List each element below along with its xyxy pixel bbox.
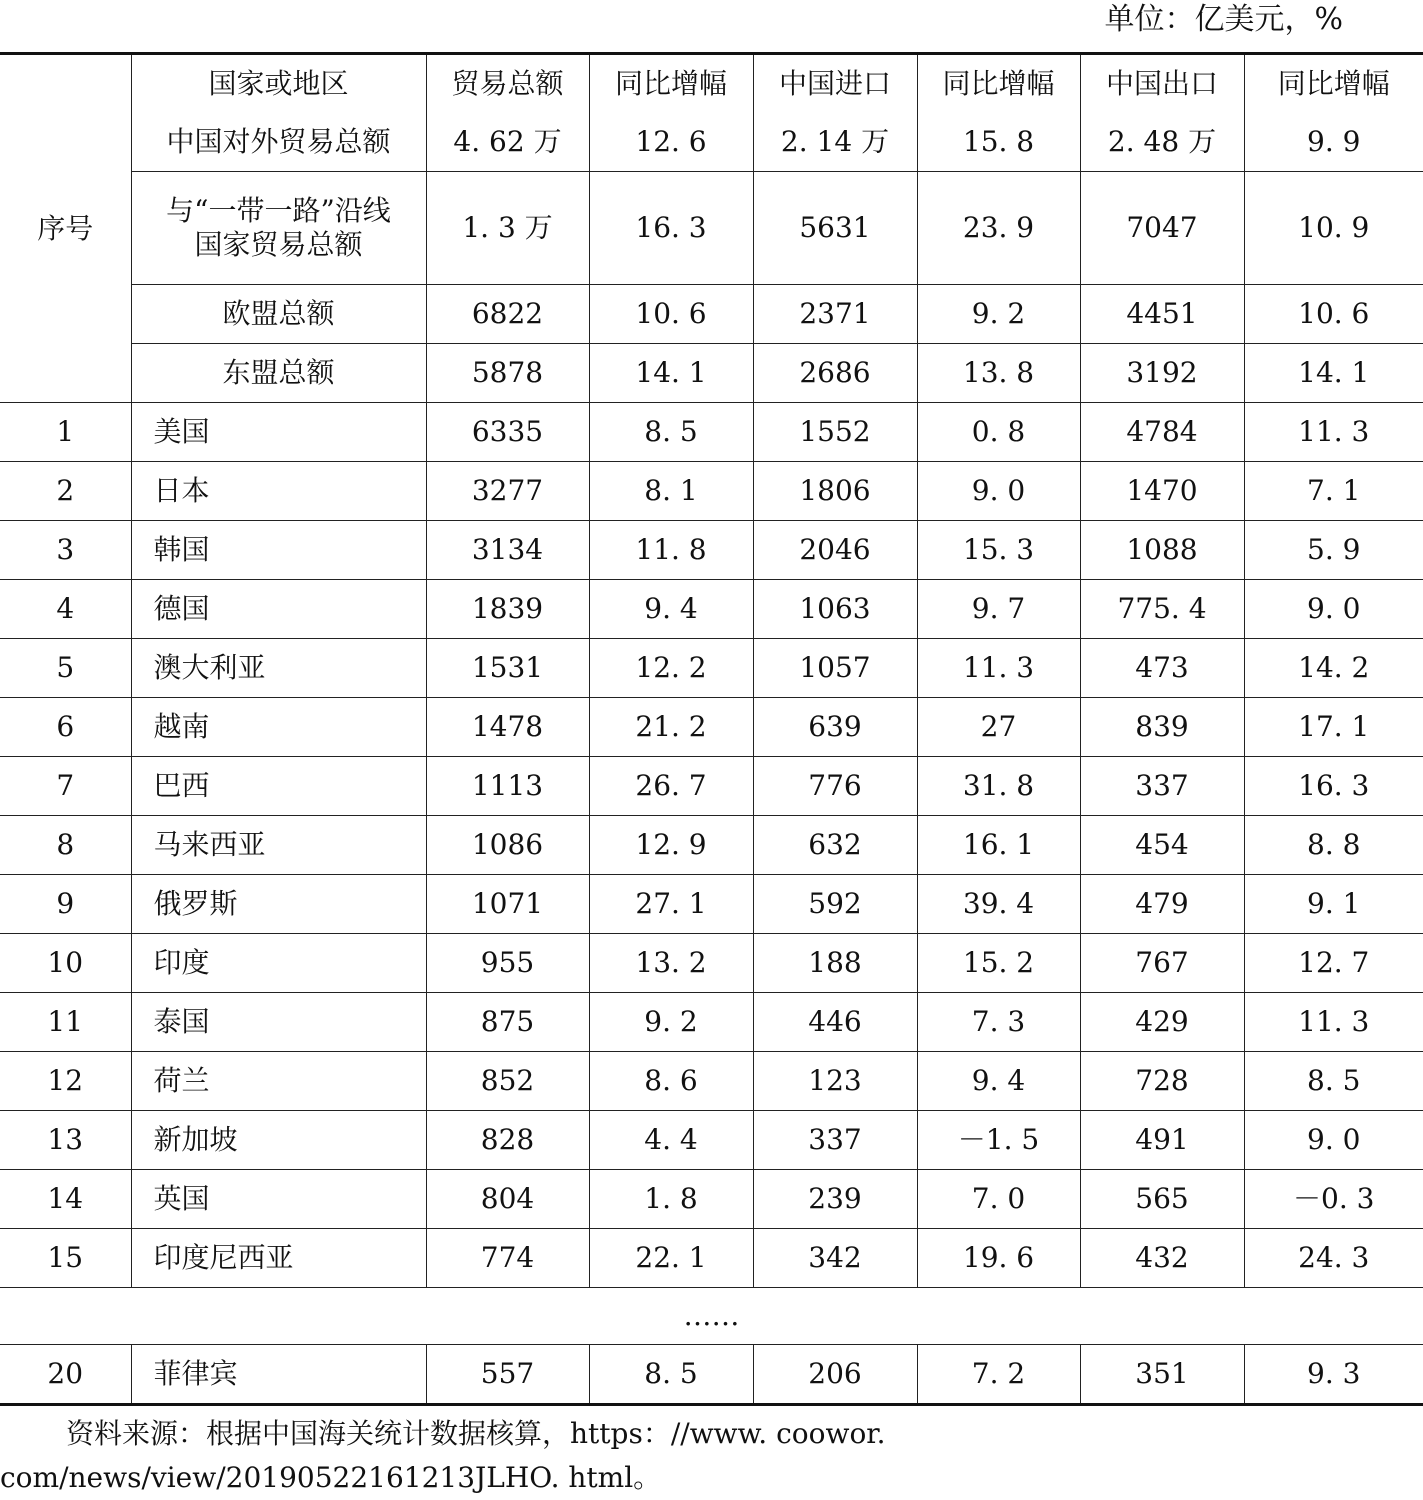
summary-import: 5631	[753, 172, 917, 285]
table-row	[0, 934, 1423, 993]
row-trade-total: 774	[426, 1229, 589, 1288]
row-export: 4784	[1080, 403, 1244, 462]
row-export: 491	[1080, 1111, 1244, 1170]
row-export: 1088	[1080, 521, 1244, 580]
row-index: 5	[0, 639, 131, 698]
row-index: 7	[0, 757, 131, 816]
row-yoy-export: 9. 1	[1244, 875, 1423, 934]
row-trade-total: 3277	[426, 462, 589, 521]
row-yoy-export: 17. 1	[1244, 698, 1423, 757]
row-region: 印度	[131, 934, 426, 993]
row-index: 8	[0, 816, 131, 875]
row-yoy-export: 16. 3	[1244, 757, 1423, 816]
row-index: 10	[0, 934, 131, 993]
row-index: 4	[0, 580, 131, 639]
summary-import: 2371	[753, 285, 917, 344]
row-yoy-export: 8. 5	[1244, 1052, 1423, 1111]
summary-trade-total: 5878	[426, 344, 589, 403]
row-index: 6	[0, 698, 131, 757]
row-yoy-import: 16. 1	[917, 816, 1080, 875]
row-export: 565	[1080, 1170, 1244, 1229]
row-yoy-trade: 4. 4	[589, 1111, 753, 1170]
table-row	[0, 639, 1423, 698]
table-row	[0, 816, 1423, 875]
row-trade-total: 1531	[426, 639, 589, 698]
header-yoy-import: 同比增幅	[917, 54, 1080, 114]
summary-yoy-trade: 12. 6	[589, 113, 753, 172]
table-row	[0, 993, 1423, 1052]
row-yoy-import: 9. 0	[917, 462, 1080, 521]
row-yoy-export: 9. 0	[1244, 1111, 1423, 1170]
summary-yoy-export: 14. 1	[1244, 344, 1423, 403]
summary-row	[0, 285, 1423, 344]
table-row	[0, 521, 1423, 580]
row-yoy-export: 8. 8	[1244, 816, 1423, 875]
summary-export: 7047	[1080, 172, 1244, 285]
row-import: 337	[753, 1111, 917, 1170]
row-yoy-trade: 12. 9	[589, 816, 753, 875]
row-import: 123	[753, 1052, 917, 1111]
table-row	[0, 1229, 1423, 1288]
ellipsis-row	[0, 1288, 1423, 1345]
row-index: 3	[0, 521, 131, 580]
row-yoy-export: 24. 3	[1244, 1229, 1423, 1288]
row-region: 日本	[131, 462, 426, 521]
row-import: 1057	[753, 639, 917, 698]
row-trade-total: 6335	[426, 403, 589, 462]
row-export: 1470	[1080, 462, 1244, 521]
row-yoy-import: 9. 4	[917, 1052, 1080, 1111]
row-trade-total: 804	[426, 1170, 589, 1229]
summary-yoy-export: 10. 6	[1244, 285, 1423, 344]
row-export: 775. 4	[1080, 580, 1244, 639]
row-region: 美国	[131, 403, 426, 462]
summary-export: 3192	[1080, 344, 1244, 403]
row-yoy-import: －1. 5	[917, 1111, 1080, 1170]
row-trade-total: 1113	[426, 757, 589, 816]
row-yoy-trade: 27. 1	[589, 875, 753, 934]
row-yoy-trade: 26. 7	[589, 757, 753, 816]
row-region: 越南	[131, 698, 426, 757]
summary-row	[0, 344, 1423, 403]
row-yoy-trade: 9. 4	[589, 580, 753, 639]
summary-export: 2. 48 万	[1080, 113, 1244, 172]
row-region: 俄罗斯	[131, 875, 426, 934]
table-row	[0, 757, 1423, 816]
header-trade-total: 贸易总额	[426, 54, 589, 114]
summary-region: 欧盟总额	[131, 285, 426, 344]
row-yoy-export: 9. 3	[1244, 1345, 1423, 1405]
row-region: 巴西	[131, 757, 426, 816]
row-yoy-export: 7. 1	[1244, 462, 1423, 521]
header-seq: 序号	[0, 54, 131, 403]
row-region: 新加坡	[131, 1111, 426, 1170]
row-import: 239	[753, 1170, 917, 1229]
table-row	[0, 580, 1423, 639]
row-trade-total: 852	[426, 1052, 589, 1111]
unit-label: 单位：亿美元，%	[1104, 2, 1343, 37]
row-yoy-import: 7. 0	[917, 1170, 1080, 1229]
summary-yoy-import: 15. 8	[917, 113, 1080, 172]
row-yoy-export: 12. 7	[1244, 934, 1423, 993]
row-region: 韩国	[131, 521, 426, 580]
trade-table	[0, 52, 1423, 1406]
row-region: 德国	[131, 580, 426, 639]
row-yoy-import: 7. 3	[917, 993, 1080, 1052]
row-yoy-export: 11. 3	[1244, 993, 1423, 1052]
row-yoy-export: －0. 3	[1244, 1170, 1423, 1229]
row-yoy-trade: 12. 2	[589, 639, 753, 698]
row-trade-total: 828	[426, 1111, 589, 1170]
row-region: 英国	[131, 1170, 426, 1229]
summary-trade-total: 1. 3 万	[426, 172, 589, 285]
summary-yoy-export: 9. 9	[1244, 113, 1423, 172]
row-region: 泰国	[131, 993, 426, 1052]
row-index: 12	[0, 1052, 131, 1111]
table-row	[0, 1052, 1423, 1111]
row-export: 337	[1080, 757, 1244, 816]
table-row	[0, 1345, 1423, 1405]
row-trade-total: 955	[426, 934, 589, 993]
row-yoy-import: 0. 8	[917, 403, 1080, 462]
row-import: 1063	[753, 580, 917, 639]
row-yoy-trade: 8. 1	[589, 462, 753, 521]
row-region: 澳大利亚	[131, 639, 426, 698]
summary-region: 与“一带一路”沿线国家贸易总额	[131, 172, 426, 285]
row-yoy-trade: 8. 5	[589, 403, 753, 462]
row-index: 2	[0, 462, 131, 521]
row-trade-total: 1839	[426, 580, 589, 639]
table-row	[0, 1170, 1423, 1229]
table-row	[0, 1111, 1423, 1170]
summary-yoy-trade: 10. 6	[589, 285, 753, 344]
row-index: 14	[0, 1170, 131, 1229]
header-region: 国家或地区	[131, 54, 426, 114]
summary-yoy-trade: 14. 1	[589, 344, 753, 403]
row-index: 9	[0, 875, 131, 934]
summary-import: 2686	[753, 344, 917, 403]
summary-yoy-import: 13. 8	[917, 344, 1080, 403]
row-import: 632	[753, 816, 917, 875]
row-import: 1806	[753, 462, 917, 521]
row-yoy-import: 39. 4	[917, 875, 1080, 934]
row-index: 11	[0, 993, 131, 1052]
header-export: 中国出口	[1080, 54, 1244, 114]
summary-row	[0, 113, 1423, 172]
row-export: 479	[1080, 875, 1244, 934]
summary-yoy-trade: 16. 3	[589, 172, 753, 285]
row-region: 荷兰	[131, 1052, 426, 1111]
summary-export: 4451	[1080, 285, 1244, 344]
row-yoy-import: 15. 3	[917, 521, 1080, 580]
summary-region: 东盟总额	[131, 344, 426, 403]
summary-yoy-export: 10. 9	[1244, 172, 1423, 285]
row-yoy-export: 14. 2	[1244, 639, 1423, 698]
row-export: 728	[1080, 1052, 1244, 1111]
row-trade-total: 1071	[426, 875, 589, 934]
row-import: 446	[753, 993, 917, 1052]
ellipsis: ……	[0, 1288, 1423, 1345]
table-row	[0, 875, 1423, 934]
row-yoy-trade: 22. 1	[589, 1229, 753, 1288]
row-yoy-trade: 9. 2	[589, 993, 753, 1052]
row-yoy-import: 9. 7	[917, 580, 1080, 639]
summary-row	[0, 172, 1423, 285]
row-import: 1552	[753, 403, 917, 462]
row-import: 592	[753, 875, 917, 934]
row-trade-total: 875	[426, 993, 589, 1052]
row-export: 839	[1080, 698, 1244, 757]
summary-import: 2. 14 万	[753, 113, 917, 172]
row-region: 马来西亚	[131, 816, 426, 875]
row-trade-total: 3134	[426, 521, 589, 580]
row-yoy-trade: 8. 6	[589, 1052, 753, 1111]
row-export: 429	[1080, 993, 1244, 1052]
row-yoy-export: 9. 0	[1244, 580, 1423, 639]
header-import: 中国进口	[753, 54, 917, 114]
row-import: 188	[753, 934, 917, 993]
row-import: 206	[753, 1345, 917, 1405]
header-yoy-trade: 同比增幅	[589, 54, 753, 114]
summary-trade-total: 4. 62 万	[426, 113, 589, 172]
row-index: 15	[0, 1229, 131, 1288]
table-row	[0, 462, 1423, 521]
summary-yoy-import: 23. 9	[917, 172, 1080, 285]
row-yoy-import: 11. 3	[917, 639, 1080, 698]
row-trade-total: 557	[426, 1345, 589, 1405]
row-import: 342	[753, 1229, 917, 1288]
row-region: 菲律宾	[131, 1345, 426, 1405]
header-row	[0, 54, 1423, 114]
row-yoy-export: 5. 9	[1244, 521, 1423, 580]
summary-trade-total: 6822	[426, 285, 589, 344]
row-import: 639	[753, 698, 917, 757]
row-export: 432	[1080, 1229, 1244, 1288]
table-row	[0, 698, 1423, 757]
row-index: 1	[0, 403, 131, 462]
row-export: 767	[1080, 934, 1244, 993]
row-yoy-import: 19. 6	[917, 1229, 1080, 1288]
source-note: 资料来源：根据中国海关统计数据核算，https：//www. coowor. com/news/view/20190522161213JLHO. html。	[0, 1417, 886, 1494]
table-row	[0, 403, 1423, 462]
summary-region: 中国对外贸易总额	[131, 113, 426, 172]
row-yoy-trade: 13. 2	[589, 934, 753, 993]
row-index: 20	[0, 1345, 131, 1405]
row-yoy-export: 11. 3	[1244, 403, 1423, 462]
row-yoy-trade: 21. 2	[589, 698, 753, 757]
row-yoy-trade: 11. 8	[589, 521, 753, 580]
row-trade-total: 1478	[426, 698, 589, 757]
row-yoy-import: 31. 8	[917, 757, 1080, 816]
row-yoy-trade: 8. 5	[589, 1345, 753, 1405]
row-index: 13	[0, 1111, 131, 1170]
header-yoy-export: 同比增幅	[1244, 54, 1423, 114]
row-export: 351	[1080, 1345, 1244, 1405]
row-trade-total: 1086	[426, 816, 589, 875]
row-region: 印度尼西亚	[131, 1229, 426, 1288]
row-export: 473	[1080, 639, 1244, 698]
row-import: 776	[753, 757, 917, 816]
row-export: 454	[1080, 816, 1244, 875]
row-yoy-trade: 1. 8	[589, 1170, 753, 1229]
row-yoy-import: 15. 2	[917, 934, 1080, 993]
summary-yoy-import: 9. 2	[917, 285, 1080, 344]
row-yoy-import: 7. 2	[917, 1345, 1080, 1405]
row-import: 2046	[753, 521, 917, 580]
row-yoy-import: 27	[917, 698, 1080, 757]
